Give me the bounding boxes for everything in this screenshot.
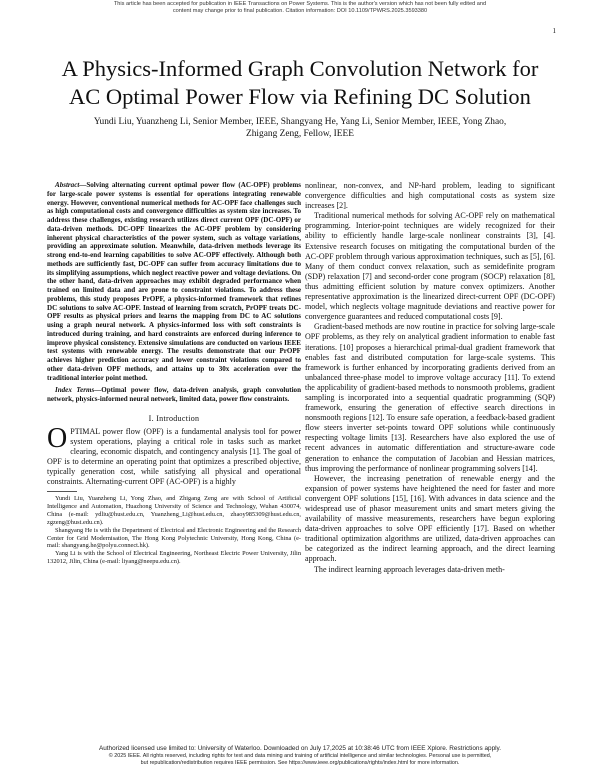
authors-line-1: Yundi Liu, Yuanzheng Li, Senior Member, IEEE, Shangyang He, Yang Li, Senior Member, IEEE, Yong Zhao, xyxy=(93,117,507,127)
publication-notice: This article has been accepted for publication in IEEE Transactions on Power Systems. This is the author's version which has not been fully edited and content may change prior to final publication. Citation information: DOI 10.1109/TPWRS.2025.3593380 xyxy=(113,1,487,15)
footnote-rule xyxy=(47,491,77,492)
abstract-lead: Abstract— xyxy=(55,181,87,189)
section-heading: I. Introduction xyxy=(148,413,200,423)
body-paragraph-3: Gradient-based methods are now routine in practice for solving large-scale OPF problems, as they rely on analytical gradient information to enable fast iterations. [10] proposes a hierarchical primal-dual gradient framework that enables fast and distributed computation for large-scale systems. This framework is further enhanced by incorporating gradients derived from an unbalanced three-phase model to improve voltage accuracy [11]. To extend the applicability of gradient-based methods to nonsmooth problems, gradient sampling is incorporated into a sequential quadratic programming (SQP) framework, ensuring the generation of effective search directions in nonsmooth regions [12]. To ensure safe operation, a feedback-based gradient flow steers inverter set-points toward OPF solutions while continuously respecting voltage limits [13]. Researchers have also explored the use of recent advances in automatic differentiation and structure-aware code generation to enhance the computation of Jacobian and Hessian matrices, thus improving the performance of nonlinear programming solvers [14]. xyxy=(305,322,555,473)
body-paragraph-5: The indirect learning approach leverages data-driven meth- xyxy=(314,564,505,574)
author-list xyxy=(70,116,530,140)
footnote-3: Yang Li is with the School of Electrical Engineering, Northeast Electric Power University, Jilin 132012, Jilin, China (e-mail: liyang@neepu.edu.cn). xyxy=(47,550,301,566)
title-line-1: A Physics-Informed Graph Convolution Network for xyxy=(61,56,539,81)
abstract-text: Solving alternating current optimal power flow (AC-OPF) problems for large-scale power systems is essential for operations integrating renewable energy. However, conventional numerical methods for AC-OPF face challenges such as high computational costs and convergence difficulties as system size increases. To address these challenges, existing research utilizes direct current OPF (DC-OPF) or data-driven methods. DC-OPF linearizes the AC-OPF problem by considering inherent physical characteristics of the power system, such as voltage variations, providing an approximate solution. Meanwhile, data-driven methods leverage its strong end-to-end learning capabilities to solve AC-OPF effectively. Although both methods are sufficiently fast, DC-OPF can suffer from accuracy limitations due to its simplifying assumptions, which neglect reactive power and voltage deviations. On the other hand, data-driven approaches may exhibit degraded performance when trained on limited data and are prone to constraint violations. To address these problems, this study proposes PrOPF, a physics-informed framework that refines DC solutions to solve AC-OPF. Instead of learning from scratch, PrOPF treats DC-OPF results as physical priors and learns the mapping from DC to AC solutions using a graph neural network. A physics-informed loss with soft constraints is introduced during training, and hard constraints are enforced during inference to improve physical consistency. Extensive simulations are conducted on various IEEE test systems with renewable energy. The results demonstrate that our PrOPF achieves higher prediction accuracy and lower constraint violations compared to other data-driven OPF methods, and attains up to 30x acceleration over the traditional interior point method. xyxy=(47,181,301,382)
left-column xyxy=(47,181,301,566)
body-paragraph-4: However, the increasing penetration of renewable energy and the expansion of power systems have heightened the need for faster and more convergent OPF solutions [15], [16]. With advances in data science and the widespread use of phasor measurement units and smart meters giving the availability of massive measurements, researchers have begun exploring data-driven approaches to solve OPF efficiently [17]. Based on whether traditional optimization algorithms are utilized, data-driven approaches can be categorized as the indirect learning approach, and the direct learning approach. xyxy=(305,473,555,564)
authors-line-2: Zhigang Zeng, Fellow, IEEE xyxy=(246,129,354,139)
license-line-2: © 2025 IEEE. All rights reserved, including rights for text and data mining and training of artificial intelligence and similar technologies. Personal use is permitted, xyxy=(108,753,492,759)
license-footer xyxy=(40,745,560,767)
license-line-3: but republication/redistribution requires IEEE permission. See https://www.ieee.org/publications/rights/index.html for more information. xyxy=(140,760,460,767)
page-number: 1 xyxy=(552,27,556,35)
index-terms-text: Optimal power flow, data-driven analysis, graph convolution network, physics-informed neural network, limited data, power flow constraints. xyxy=(47,386,302,403)
abstract xyxy=(47,181,301,382)
index-terms-lead: Index Terms— xyxy=(55,386,102,395)
paper-title xyxy=(30,55,570,111)
body-paragraph-2: Traditional numerical methods for solving AC-OPF rely on mathematical programming. Interior-point techniques are widely recognized for their ability to efficiently handle large-scale nonlinear constraints [3], [4]. Extensive research focuses on mitigating the computational burden of the AC-OPF problem through various approximation techniques, such as [5], [6]. Many of them conduct convex relaxation, such as semidefinite program (SDP) relaxation [7] and second-order cone program (SOCP) relaxation [8], thus admitting efficient solution by mature convex optimizers. Another representative approximation is the linearized direct-current OPF (DC-OPF) model, which neglects voltage magnitude deviations and reactive power for convergence guarantees and reduced computational costs [9]. xyxy=(305,211,555,322)
title-line-2: AC Optimal Power Flow via Refining DC Solution xyxy=(69,84,531,109)
body-paragraph-1: nonlinear, non-convex, and NP-hard problem, leading to significant convergence difficulties and high computational costs as system size increases [2]. xyxy=(305,181,555,211)
index-terms xyxy=(47,386,301,404)
license-line-1: Authorized licensed use limited to: University of Waterloo. Downloaded on July 17,2025 at 10:38:46 UTC from IEEE Xplore. Restrictions apply. xyxy=(98,745,502,752)
intro-paragraph xyxy=(47,422,301,488)
right-column xyxy=(305,181,555,575)
intro-text: PTIMAL power flow (OPF) is a fundamental analysis tool for power system operations, playing a critical role in tasks such as market clearing, economic dispatch, and contingency analysis [1]. The goal of OPF is to determine an operating point that optimizes a prescribed objective, typically generation cost, while satisfying all physical and operational constraints. Alternating-current OPF (AC-OPF) is a highly xyxy=(47,426,301,487)
footnote-2: Shangyang He is with the Department of Electrical and Electronic Engineering and the Research Center for Grid Modernisation, The Hong Kong Polytechnic University, Hong Kong, China (e-mail: shangyang.he@polyu.connect.hk). xyxy=(47,526,301,550)
drop-cap: O xyxy=(47,422,68,454)
footnote-1: Yundi Liu, Yuanzheng Li, Yong Zhao, and Zhigang Zeng are with School of Artificial Intelligence and Automation, Huazhong University of Science and Technology, Wuhan 430074, China (e-mail: ydliu@hust.edu.cn, Yuanzheng_Li@hust.edu.cn, zhaoy985309@hust.edu.cn, zgzeng@hust.edu.cn). xyxy=(47,495,301,526)
